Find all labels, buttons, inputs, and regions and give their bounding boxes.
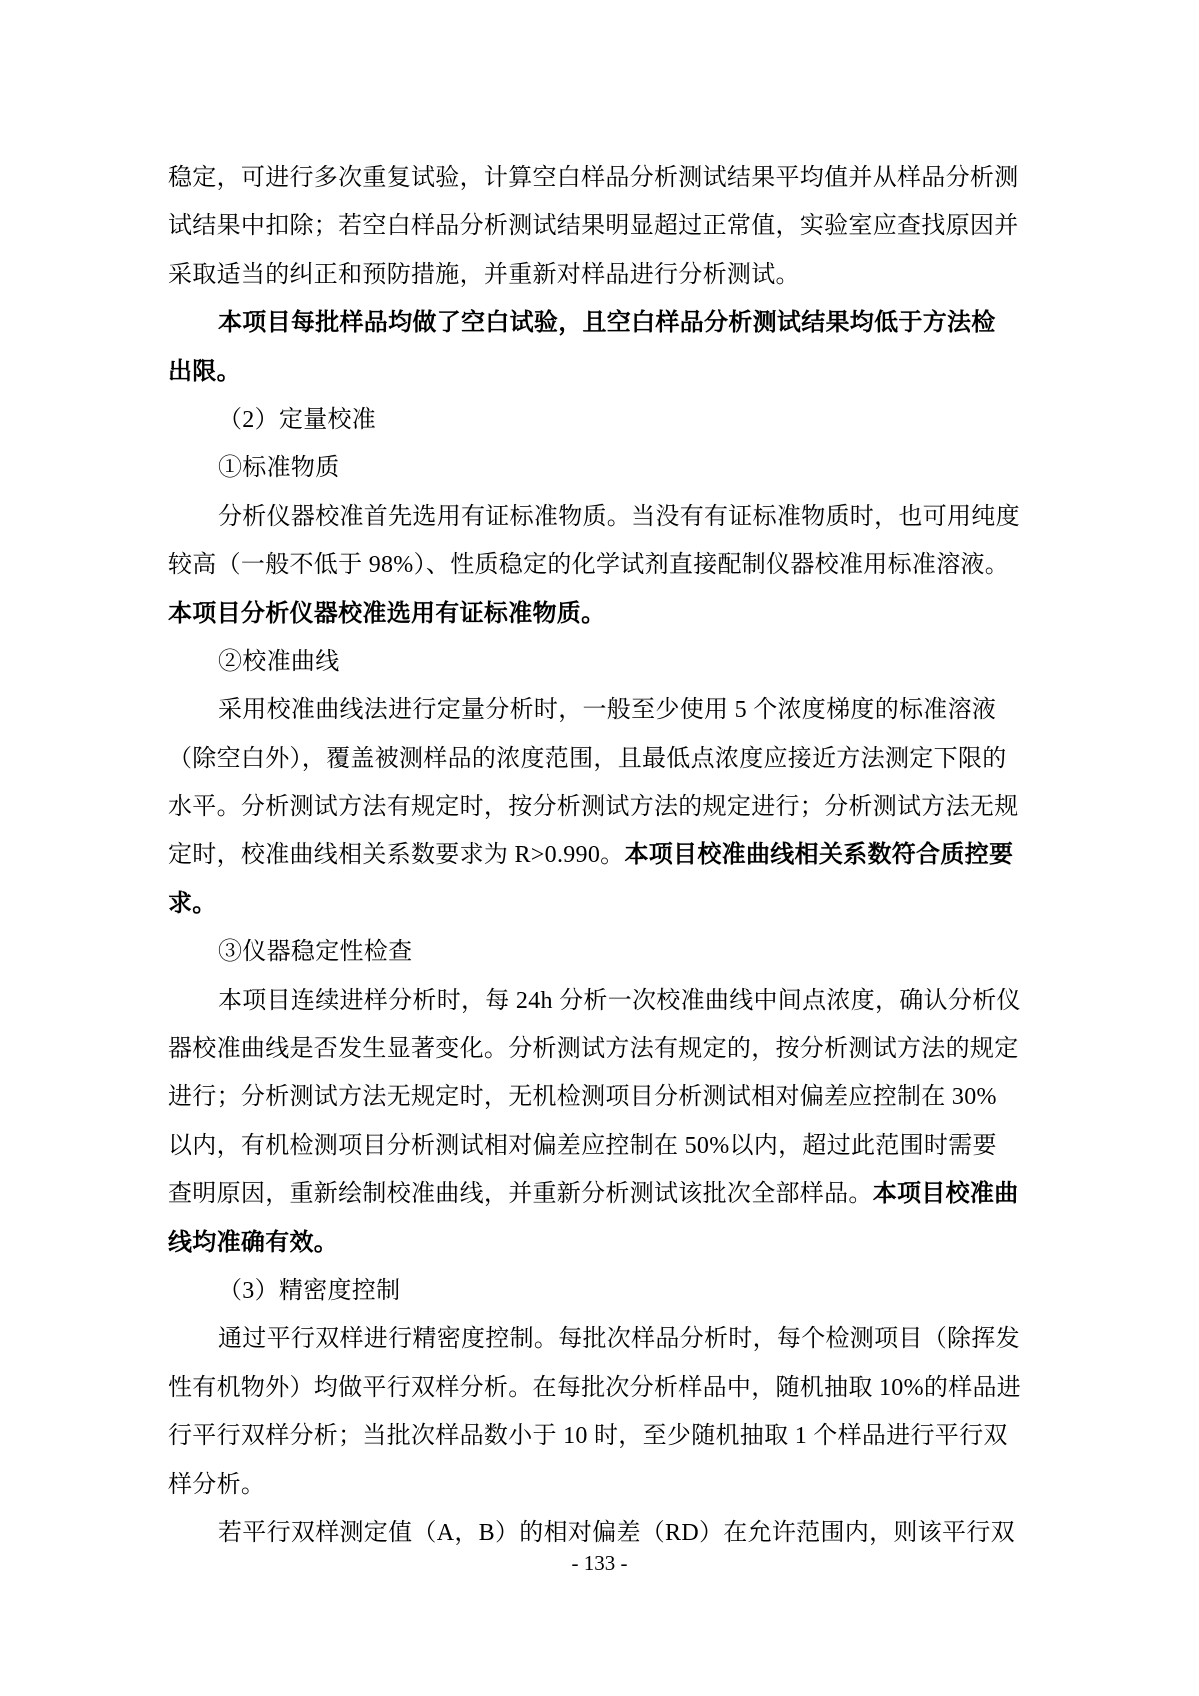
text-line bbox=[168, 202, 1024, 250]
text-segment: 定时，校准曲线相关系数要求为 R>0.990。 bbox=[168, 842, 625, 869]
page-number: - 133 - bbox=[571, 1551, 628, 1575]
document-body-text bbox=[168, 154, 1024, 1557]
text-line bbox=[168, 444, 1024, 492]
text-segment: 本项目分析仪器校准选用有证标准物质。 bbox=[168, 600, 606, 627]
text-line bbox=[168, 590, 1024, 638]
text-segment: 求。 bbox=[168, 890, 217, 917]
text-segment: ③仪器稳定性检查 bbox=[218, 939, 413, 966]
text-segment: 通过平行双样进行精密度控制。每批次样品分析时，每个检测项目（除挥发 bbox=[218, 1326, 1020, 1353]
text-segment: 采用校准曲线法进行定量分析时，一般至少使用 5 个浓度梯度的标准溶液 bbox=[218, 697, 997, 724]
text-segment: 样分析。 bbox=[168, 1471, 266, 1498]
text-segment: 以内，有机检测项目分析测试相对偏差应控制在 50%以内，超过此范围时需要 bbox=[168, 1132, 997, 1159]
text-segment: 较高（一般不低于 98%）、性质稳定的化学试剂直接配制仪器校准用标准溶液。 bbox=[168, 552, 1010, 579]
text-line bbox=[168, 783, 1024, 831]
text-segment: 进行；分析测试方法无规定时，无机检测项目分析测试相对偏差应控制在 30% bbox=[168, 1084, 997, 1111]
text-line bbox=[168, 1073, 1024, 1121]
text-line bbox=[168, 1267, 1024, 1315]
text-segment: 器校准曲线是否发生显著变化。分析测试方法有规定的，按分析测试方法的规定 bbox=[168, 1036, 1019, 1063]
text-line bbox=[168, 686, 1024, 734]
text-line bbox=[168, 1219, 1024, 1267]
text-line bbox=[168, 154, 1024, 202]
text-line bbox=[168, 1315, 1024, 1363]
text-segment: 试结果中扣除；若空白样品分析测试结果明显超过正常值，实验室应查找原因并 bbox=[168, 213, 1019, 240]
text-line bbox=[168, 977, 1024, 1025]
text-segment: 分析仪器校准首先选用有证标准物质。当没有有证标准物质时，也可用纯度 bbox=[218, 503, 1020, 530]
text-line bbox=[168, 880, 1024, 928]
text-segment: 本项目连续进样分析时，每 24h 分析一次校准曲线中间点浓度，确认分析仪 bbox=[218, 987, 1021, 1014]
text-line bbox=[168, 928, 1024, 976]
text-segment: 出限。 bbox=[168, 358, 241, 385]
text-segment: 本项目校准曲 bbox=[872, 1181, 1019, 1208]
text-line bbox=[168, 1412, 1024, 1460]
text-segment: 采取适当的纠正和预防措施，并重新对样品进行分析测试。 bbox=[168, 261, 800, 288]
text-line bbox=[168, 1122, 1024, 1170]
text-segment: 性有机物外）均做平行双样分析。在每批次分析样品中，随机抽取 10%的样品进 bbox=[168, 1374, 1022, 1401]
text-segment: （3）精密度控制 bbox=[218, 1277, 401, 1304]
text-segment: 若平行双样测定值（A，B）的相对偏差（RD）在允许范围内，则该平行双 bbox=[218, 1519, 1015, 1546]
text-segment: （除空白外），覆盖被测样品的浓度范围，且最低点浓度应接近方法测定下限的 bbox=[168, 745, 1007, 772]
text-line bbox=[168, 1364, 1024, 1412]
text-segment: ①标准物质 bbox=[218, 455, 340, 482]
text-segment: 稳定，可进行多次重复试验，计算空白样品分析测试结果平均值并从样品分析测 bbox=[168, 165, 1019, 191]
text-segment: （2）定量校准 bbox=[218, 406, 377, 433]
text-segment: ②校准曲线 bbox=[218, 648, 340, 675]
text-line bbox=[168, 348, 1024, 396]
text-segment: 本项目校准曲线相关系数符合质控要 bbox=[624, 842, 1014, 869]
text-line bbox=[168, 251, 1024, 299]
text-segment: 线均准确有效。 bbox=[168, 1229, 339, 1256]
text-segment: 本项目每批样品均做了空白试验，且空白样品分析测试结果均低于方法检 bbox=[218, 310, 996, 337]
text-line bbox=[168, 735, 1024, 783]
text-line bbox=[168, 396, 1024, 444]
text-segment: 查明原因，重新绘制校准曲线，并重新分析测试该批次全部样品。 bbox=[168, 1181, 873, 1208]
text-line bbox=[168, 493, 1024, 541]
text-segment: 行平行双样分析；当批次样品数小于 10 时，至少随机抽取 1 个样品进行平行双 bbox=[168, 1423, 1008, 1450]
text-line bbox=[168, 1170, 1024, 1218]
text-line bbox=[168, 541, 1024, 589]
text-line bbox=[168, 299, 1024, 347]
text-line bbox=[168, 1025, 1024, 1073]
text-line bbox=[168, 831, 1024, 879]
text-line bbox=[168, 1461, 1024, 1509]
text-segment: 水平。分析测试方法有规定时，按分析测试方法的规定进行；分析测试方法无规 bbox=[168, 794, 1019, 821]
text-line bbox=[168, 638, 1024, 686]
